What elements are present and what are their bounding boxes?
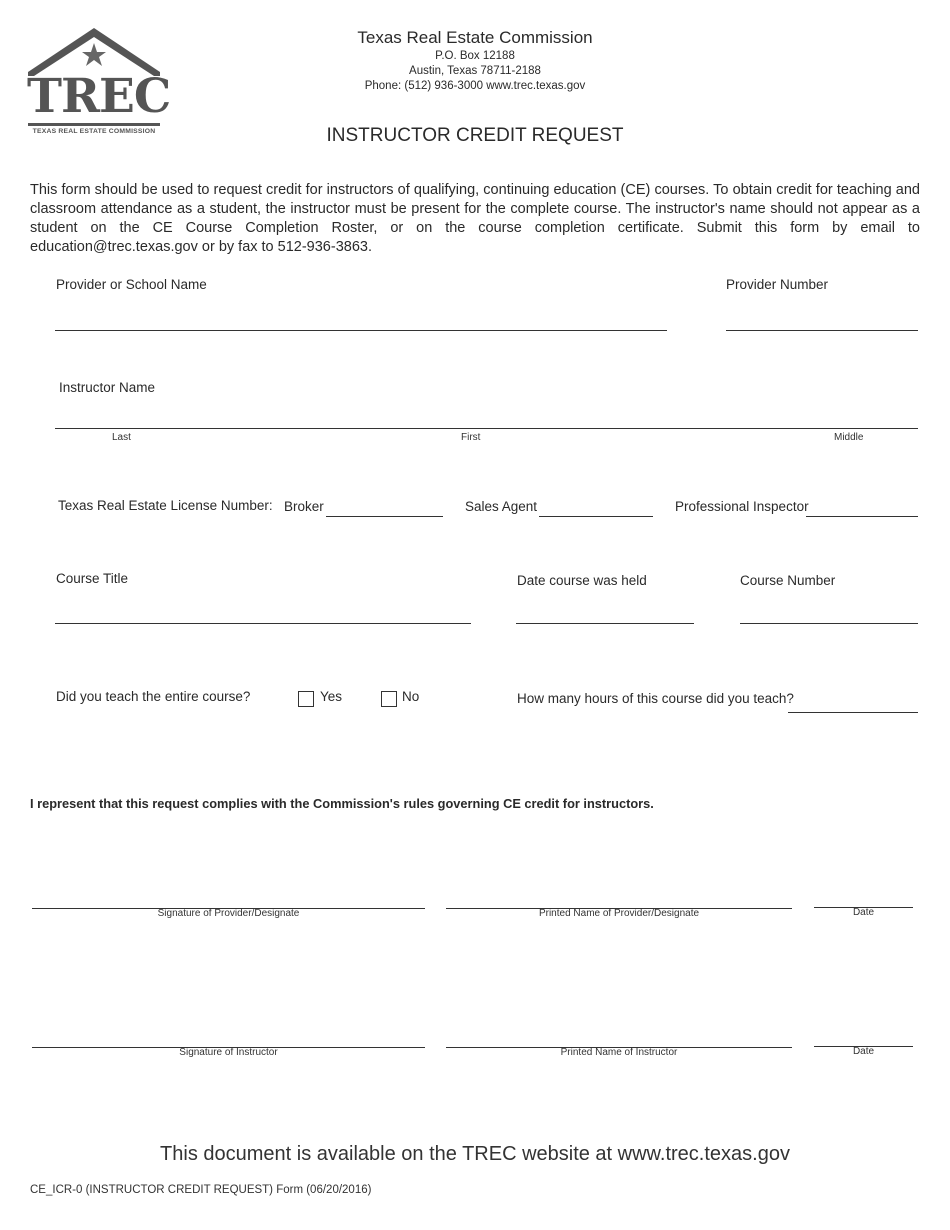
- provider-name-field[interactable]: [55, 330, 667, 331]
- provider-number-label: Provider Number: [726, 277, 829, 292]
- instructor-name-field[interactable]: [55, 428, 918, 429]
- broker-license-field[interactable]: [326, 516, 443, 517]
- date-held-label: Date course was held: [517, 573, 647, 588]
- hours-taught-field[interactable]: [788, 712, 918, 713]
- website-notice: This document is available on the TREC website at www.trec.texas.gov: [160, 1143, 790, 1165]
- course-title-field[interactable]: [55, 623, 471, 624]
- provider-name-label: Provider or School Name: [56, 277, 207, 292]
- form-title: INSTRUCTOR CREDIT REQUEST: [326, 125, 624, 146]
- license-number-label: Texas Real Estate License Number:: [58, 498, 273, 513]
- provider-printed-name-caption: Printed Name of Provider/Designate: [538, 908, 700, 919]
- logo-wordmark: TREC: [27, 69, 171, 124]
- professional-inspector-label: Professional Inspector: [675, 499, 809, 514]
- sales-agent-license-field[interactable]: [539, 516, 653, 517]
- hours-taught-label: How many hours of this course did you teach?: [517, 691, 794, 706]
- instructor-printed-name-caption: Printed Name of Instructor: [560, 1047, 678, 1058]
- yes-checkbox[interactable]: [298, 691, 314, 707]
- form-id: CE_ICR-0 (INSTRUCTOR CREDIT REQUEST) Form (06/20/2016): [30, 1184, 372, 1196]
- logo-subtitle: TEXAS REAL ESTATE COMMISSION: [32, 128, 156, 135]
- trec-logo: [26, 26, 171, 140]
- provider-number-field[interactable]: [726, 330, 918, 331]
- inspector-license-field[interactable]: [806, 516, 918, 517]
- provider-date-caption: Date: [852, 907, 875, 918]
- yes-label: Yes: [320, 689, 343, 704]
- instructor-name-label: Instructor Name: [59, 380, 156, 395]
- logo-underline: [28, 123, 160, 126]
- broker-label: Broker: [284, 499, 324, 514]
- agency-name: Texas Real Estate Commission: [357, 28, 593, 47]
- instructor-middle-caption: Middle: [834, 432, 864, 443]
- date-held-field[interactable]: [516, 623, 694, 624]
- course-number-label: Course Number: [740, 573, 836, 588]
- agency-address-line1: P.O. Box 12188: [435, 50, 515, 62]
- agency-address-line2: Austin, Texas 78711-2188: [409, 65, 541, 77]
- instructor-first-caption: First: [461, 432, 481, 443]
- intro-paragraph: This form should be used to request credit for instructors of qualifying, continuing education (CE) courses. To obtain credit for teaching and classroom attendance as a student, the instructor must be present for the complete course. The instructor's name should not appear as a student on the CE Course Completion Roster, or on the course completion certificate. Submit this form by email to education@trec.texas.gov or by fax to 512-936-3863.: [30, 182, 920, 255]
- provider-signature-caption: Signature of Provider/Designate: [157, 908, 300, 919]
- agency-contact: Phone: (512) 936-3000 www.trec.texas.gov: [364, 80, 586, 92]
- no-label: No: [402, 689, 420, 704]
- taught-entire-label: Did you teach the entire course?: [56, 689, 251, 704]
- instructor-last-caption: Last: [112, 432, 131, 443]
- instructor-date-caption: Date: [852, 1046, 875, 1057]
- course-number-field[interactable]: [740, 623, 918, 624]
- sales-agent-label: Sales Agent: [465, 499, 538, 514]
- no-checkbox[interactable]: [381, 691, 397, 707]
- course-title-label: Course Title: [56, 571, 129, 586]
- attestation-statement: I represent that this request complies with the Commission's rules governing CE credit for instructors.: [30, 796, 654, 811]
- instructor-signature-caption: Signature of Instructor: [179, 1047, 278, 1058]
